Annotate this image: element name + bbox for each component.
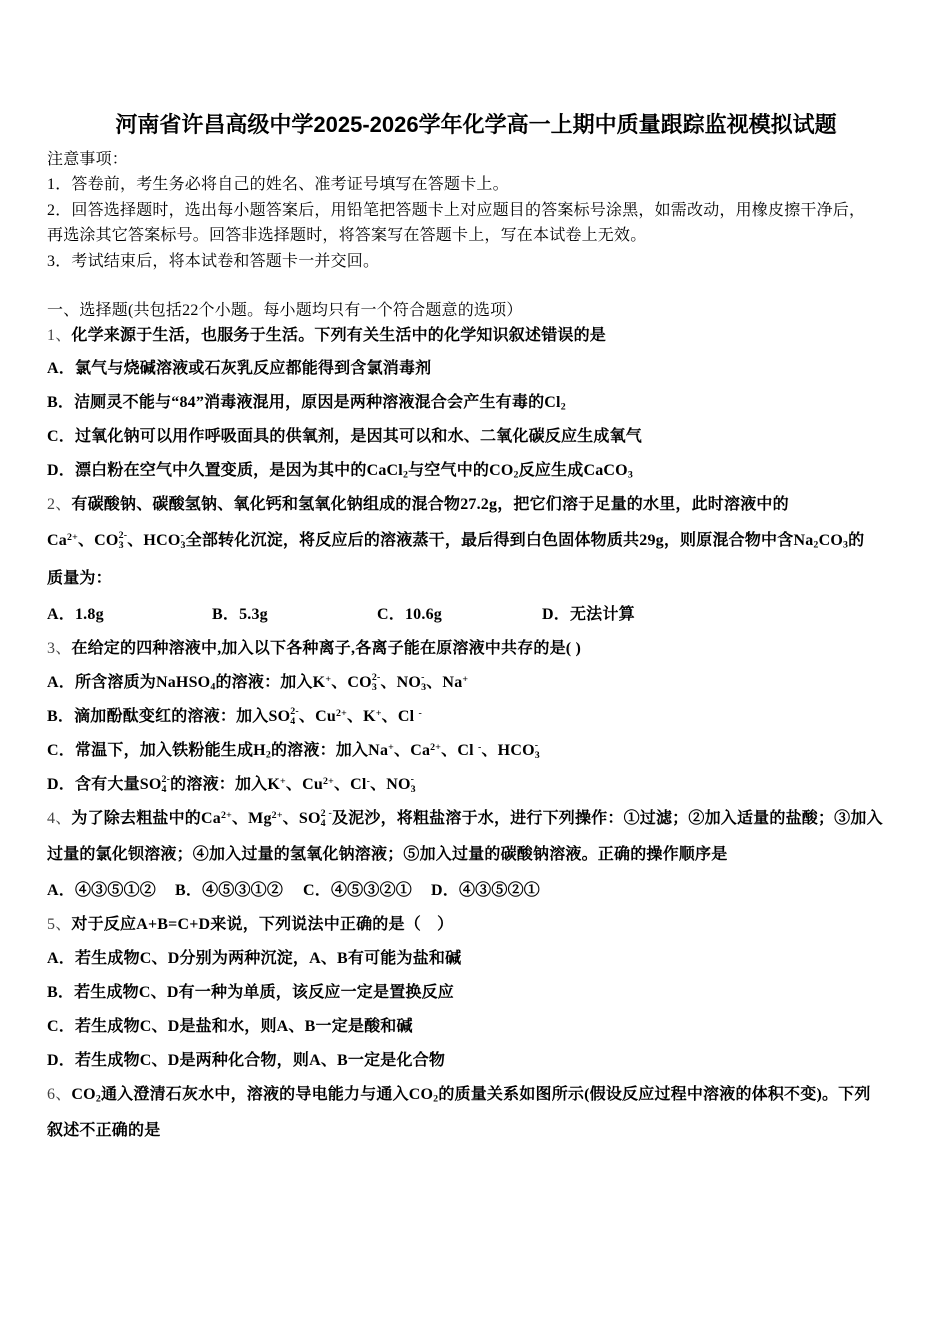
text-run: 1.8g	[74, 605, 104, 623]
option-label: C．	[47, 1017, 75, 1035]
question-stem-line	[47, 908, 905, 942]
stem-text	[71, 640, 581, 657]
option-a	[47, 666, 905, 700]
text-run: 对于反应A+B=C+D来说，下列说法中正确的是（ ）	[71, 915, 454, 933]
text-run: 若生成物C、D是盐和水，则A、B一定是酸和碱	[74, 1017, 413, 1035]
ion-index	[411, 775, 416, 795]
stem-text	[47, 529, 865, 551]
option-a	[47, 598, 212, 632]
option-d	[47, 768, 905, 802]
text-run: ④③⑤①②	[74, 881, 156, 899]
text-run: 含有大量SO	[74, 775, 162, 793]
subscript: 2	[813, 539, 819, 551]
text-run: 叙述不正确的是	[47, 1121, 161, 1139]
text-run: 、CO	[77, 531, 119, 549]
option-text	[75, 882, 156, 899]
text-run: 10.6g	[404, 605, 442, 623]
option-text	[570, 606, 635, 623]
options-row	[47, 598, 905, 632]
text-run: 全部转化沉淀，将反应后的溶液蒸干，最后得到白色固体物质共29g，则原混合物中含Na	[185, 531, 814, 549]
superscript: 2 -	[320, 807, 332, 819]
text-run: 化学来源于生活，也服务于生活。下列有关生活中的化学知识叙述错误的是	[71, 327, 607, 345]
text-run: 、Cu	[298, 707, 336, 725]
option-label: C．	[303, 881, 331, 899]
instruction-item-2: 2．回答选择题时，选出每小题答案后，用铅笔把答题卡上对应题目的答案标号涂黑，如需改动，用橡皮擦干净后，	[47, 201, 866, 219]
text-run: 在给定的四种溶液中,加入以下各种离子,各离子能在原溶液中共存的是( )	[71, 639, 582, 657]
option-label: D．	[47, 775, 75, 793]
text-run: 的质量关系如图所示(假设反应过程中溶液的体积不变)。下列	[438, 1085, 871, 1103]
subscript: 2	[513, 469, 519, 481]
text-run: 洁厕灵不能与“84”消毒液混用，原因是两种溶液混合会产生有毒的Cl	[74, 393, 561, 411]
option-text	[75, 606, 104, 623]
option-label: B．	[175, 881, 203, 899]
subscript: 2	[265, 749, 271, 761]
text-run: 、Mg	[231, 809, 272, 827]
superscript: +	[462, 673, 469, 685]
question-number: 4、	[47, 809, 72, 827]
option-a	[47, 352, 905, 386]
question-stem-line	[47, 522, 905, 560]
stem-text	[71, 327, 606, 344]
option-c	[47, 420, 905, 454]
subscript: 2	[95, 1093, 101, 1105]
question-number: 1、	[47, 327, 72, 345]
question-5	[47, 908, 905, 1078]
text-run: 与空气中的CO	[408, 461, 514, 479]
text-run: 、Ca	[394, 741, 431, 759]
option-text	[74, 739, 540, 761]
text-run: 、Cu	[285, 775, 323, 793]
subscript: 3	[118, 539, 124, 551]
superscript: 2+	[220, 809, 232, 821]
option-label: D．	[431, 881, 459, 899]
text-run: 过量的氯化钡溶液；④加入过量的氢氧化钠溶液；⑤加入过量的碳酸钠溶液。正确的操作顺序是	[47, 845, 728, 863]
stem-text	[71, 807, 883, 829]
ion-index	[162, 775, 171, 795]
text-run: 若生成物C、D是两种化合物，则A、B一定是化合物	[74, 1051, 446, 1069]
question-stem-line	[47, 1112, 905, 1150]
text-run: 、SO	[282, 809, 321, 827]
text-run: 若生成物C、D分别为两种沉淀，A、B有可能为盐和碱	[74, 949, 462, 967]
option-d	[542, 598, 635, 632]
text-run: 的溶液：加入K	[215, 673, 326, 691]
superscript: 2-	[290, 705, 299, 717]
superscript: 2-	[118, 529, 128, 541]
stem-text	[47, 1122, 160, 1139]
text-run: 所含溶质为NaHSO	[74, 673, 211, 691]
question-3	[47, 632, 905, 802]
text-run: 常温下，加入铁粉能生成H	[74, 741, 266, 759]
option-label: B．	[212, 605, 240, 623]
superscript: 2+	[271, 809, 283, 821]
instructions	[47, 147, 905, 274]
text-run: 、K	[346, 707, 376, 725]
text-run: ④③⑤②①	[458, 881, 540, 899]
option-label: C．	[377, 605, 405, 623]
question-stem-line	[47, 323, 905, 348]
superscript: -	[366, 775, 371, 787]
subscript: 2	[560, 401, 566, 413]
question-stem-line	[47, 488, 905, 522]
option-label: A．	[47, 949, 75, 967]
stem-text	[71, 916, 453, 933]
subscript: 4	[210, 681, 216, 693]
text-run: 质量为：	[47, 569, 112, 587]
text-run: 、Cl	[441, 741, 478, 759]
question-stem-line	[47, 632, 905, 666]
text-run: 、HCO	[127, 531, 181, 549]
instruction-item-1: 1．答卷前，考生务必将自己的姓名、准考证号填写在答题卡上。	[47, 176, 509, 194]
superscript: -	[477, 741, 482, 753]
exam-title: 河南省许昌高级中学2025-2026学年化学高一上期中质量跟踪监视模拟试题	[115, 112, 837, 137]
options-row	[47, 874, 905, 908]
option-text	[202, 882, 283, 899]
text-run: ④⑤③①②	[202, 881, 284, 899]
option-a	[47, 942, 905, 976]
superscript: 2-	[161, 773, 171, 785]
question-stem-line	[47, 1078, 905, 1112]
text-run: 滴加酚酞变红的溶液：加入SO	[74, 707, 291, 725]
text-run: 、Cl	[333, 775, 367, 793]
text-run: Ca	[47, 531, 67, 549]
subscript: 4	[161, 783, 167, 795]
subscript: 3	[534, 749, 540, 761]
option-text	[331, 882, 412, 899]
text-run: CO	[818, 531, 843, 549]
superscript: 2+	[430, 741, 442, 753]
ion-index	[290, 707, 299, 727]
question-stem-line	[47, 802, 905, 836]
option-c	[377, 598, 542, 632]
subscript: 4	[290, 715, 296, 727]
superscript: 2+	[335, 707, 347, 719]
question-1	[47, 323, 905, 487]
question-number: 6、	[47, 1085, 72, 1103]
subscript: 3	[421, 681, 427, 693]
text-run: 的溶液：加入K	[170, 775, 281, 793]
section-heading: 一、选择题(共包括22个小题。每小题均只有一个符合题意的选项）	[47, 302, 523, 320]
superscript: 2+	[322, 775, 334, 787]
question-2	[47, 488, 905, 632]
question-number: 2、	[47, 495, 72, 513]
option-b	[175, 874, 303, 908]
option-text	[75, 428, 642, 445]
option-label: A．	[47, 359, 75, 377]
question-number: 5、	[47, 915, 72, 933]
question-stem-line	[47, 836, 905, 874]
question-4	[47, 802, 905, 908]
subscript: 3	[180, 539, 186, 551]
text-run: 及泥沙，将粗盐溶于水，进行下列操作：①过滤；②加入适量的盐酸；③加入	[331, 809, 883, 827]
option-label: A．	[47, 605, 75, 623]
text-run: 的	[848, 531, 865, 549]
instructions-heading: 注意事项：	[47, 151, 129, 168]
option-label: B．	[47, 983, 75, 1001]
stem-text	[47, 846, 727, 863]
option-label: C．	[47, 741, 75, 759]
option-text	[459, 882, 540, 899]
superscript: 2+	[66, 531, 78, 543]
option-d	[47, 1044, 905, 1078]
text-run: CO	[71, 1085, 96, 1103]
option-label: B．	[47, 707, 75, 725]
text-run: 若生成物C、D有一种为单质，该反应一定是置换反应	[74, 983, 454, 1001]
option-text	[75, 360, 431, 377]
superscript: +	[375, 707, 382, 719]
superscript: -	[534, 739, 539, 751]
text-run: 、NO	[380, 673, 422, 691]
text-run: 无法计算	[569, 605, 635, 623]
subscript: 4	[320, 817, 326, 829]
stem-text	[71, 496, 788, 513]
ion-index	[535, 741, 540, 761]
text-run: 通入澄清石灰水中，溶液的导电能力与通入CO	[100, 1085, 434, 1103]
option-c	[303, 874, 431, 908]
superscript: 2-	[371, 671, 381, 683]
option-label: D．	[47, 1051, 75, 1069]
option-text	[405, 606, 442, 623]
text-run: 漂白粉在空气中久置变质，是因为其中的CaCl	[74, 461, 403, 479]
subscript: 3	[842, 539, 849, 551]
option-label: D．	[47, 461, 75, 479]
option-c	[47, 734, 905, 768]
ion-index	[321, 809, 332, 829]
text-run: 、NO	[370, 775, 411, 793]
question-number: 3、	[47, 639, 72, 657]
option-b	[47, 386, 905, 420]
superscript: -	[180, 529, 184, 541]
superscript: -	[421, 671, 425, 683]
question-stem-line	[47, 560, 905, 598]
option-text	[75, 950, 461, 967]
subscript: 3	[410, 783, 416, 795]
text-run: 、Cl	[381, 707, 419, 725]
stem-text	[47, 570, 112, 587]
text-run: 、CO	[331, 673, 372, 691]
instruction-item-3: 3．考试结束后，将本试卷和答题卡一并交回。	[47, 252, 380, 270]
subscript: 2	[402, 469, 409, 481]
text-run: 反应生成CaCO	[518, 461, 628, 479]
option-label: D．	[542, 605, 570, 623]
subscript: 3	[371, 681, 377, 693]
subscript: 2	[433, 1093, 439, 1105]
text-run: 氯气与烧碱溶液或石灰乳反应都能得到含氯消毒剂	[74, 359, 432, 377]
ion-index	[119, 531, 128, 551]
text-run: 过氧化钠可以用作呼吸面具的供氧剂，是因其可以和水、二氧化碳反应生成氧气	[74, 427, 642, 445]
option-text	[74, 394, 566, 411]
option-text	[74, 671, 469, 693]
option-text	[75, 1018, 413, 1035]
text-run: 5.3g	[239, 605, 268, 623]
option-text	[74, 773, 416, 795]
option-label: A．	[47, 673, 75, 691]
text-run: 为了除去粗盐中的Ca	[71, 809, 221, 827]
option-text	[75, 462, 633, 479]
option-d	[431, 874, 540, 908]
superscript: -	[418, 707, 422, 719]
instruction-item-2-continued: 再选涂其它答案标号。回答非选择题时，将答案写在答题卡上，写在本试卷上无效。	[47, 227, 647, 245]
option-text	[74, 984, 454, 1001]
superscript: +	[325, 673, 332, 685]
option-a	[47, 874, 175, 908]
option-text	[75, 1052, 445, 1069]
option-label: A．	[47, 881, 75, 899]
superscript: +	[280, 775, 286, 787]
option-b	[47, 976, 905, 1010]
option-text	[74, 705, 422, 727]
option-c	[47, 1010, 905, 1044]
question-6	[47, 1078, 905, 1150]
superscript: +	[388, 741, 394, 753]
option-b	[212, 598, 377, 632]
text-run: 、HCO	[481, 741, 535, 759]
text-run: 有碳酸钠、碳酸氢钠、氧化钙和氢氧化钠组成的混合物27.2g，把它们溶于足量的水里，此时溶液中的	[71, 495, 789, 513]
text-run: 、Na	[426, 673, 463, 691]
option-label: B．	[47, 393, 75, 411]
text-run: ④⑤③②①	[330, 881, 412, 899]
superscript: -	[410, 773, 415, 785]
option-d	[47, 454, 905, 488]
stem-text	[71, 1086, 870, 1103]
option-text	[239, 606, 268, 623]
option-label: C．	[47, 427, 75, 445]
text-run: 的溶液：加入Na	[270, 741, 389, 759]
option-b	[47, 700, 905, 734]
subscript: 3	[627, 469, 633, 481]
